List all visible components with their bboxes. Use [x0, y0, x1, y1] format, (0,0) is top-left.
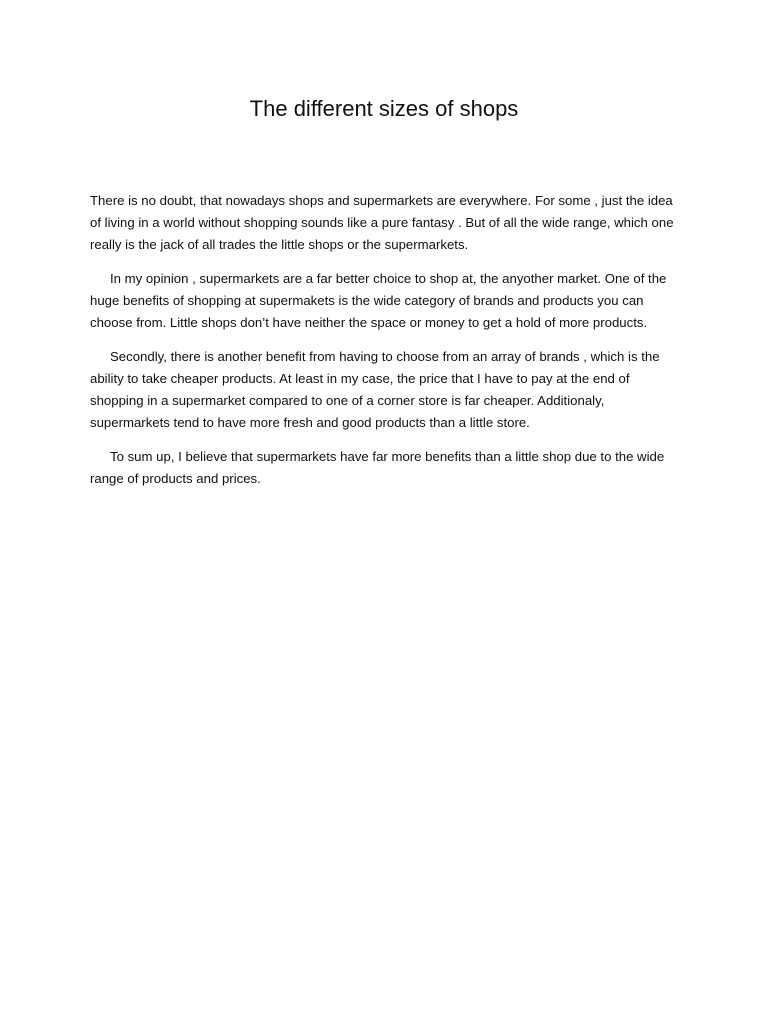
paragraph-opinion: In my opinion , supermarkets are a far better choice to shop at, the anyother market. One of the huge benefits of shopping at supermakets is the wide category of brands and products you can choose from. Little shops don’t have neither the space or money to get a hold of more products.: [90, 271, 667, 330]
paragraph-secondly: Secondly, there is another benefit from having to choose from an array of brands , which is the ability to take cheaper products. At least in my case, the price that I have to pay at the end of shopping in a supermarket compared to one of a corner store is far cheaper. Additionaly, supermarkets tend to have more fresh and good products than a little store.: [90, 349, 660, 430]
paragraph-conclusion: To sum up, I believe that supermarkets have far more benefits than a little shop due to the wide range of products and prices.: [90, 449, 665, 486]
document-body: [90, 190, 680, 502]
paragraph-intro: There is no doubt, that nowadays shops and supermarkets are everywhere. For some , just the idea of living in a world without shopping sounds like a pure fantasy . But of all the wide range, which one really is the jack of all trades the little shops or the supermarkets.: [90, 193, 674, 252]
document-title: The different sizes of shops: [249, 96, 519, 121]
